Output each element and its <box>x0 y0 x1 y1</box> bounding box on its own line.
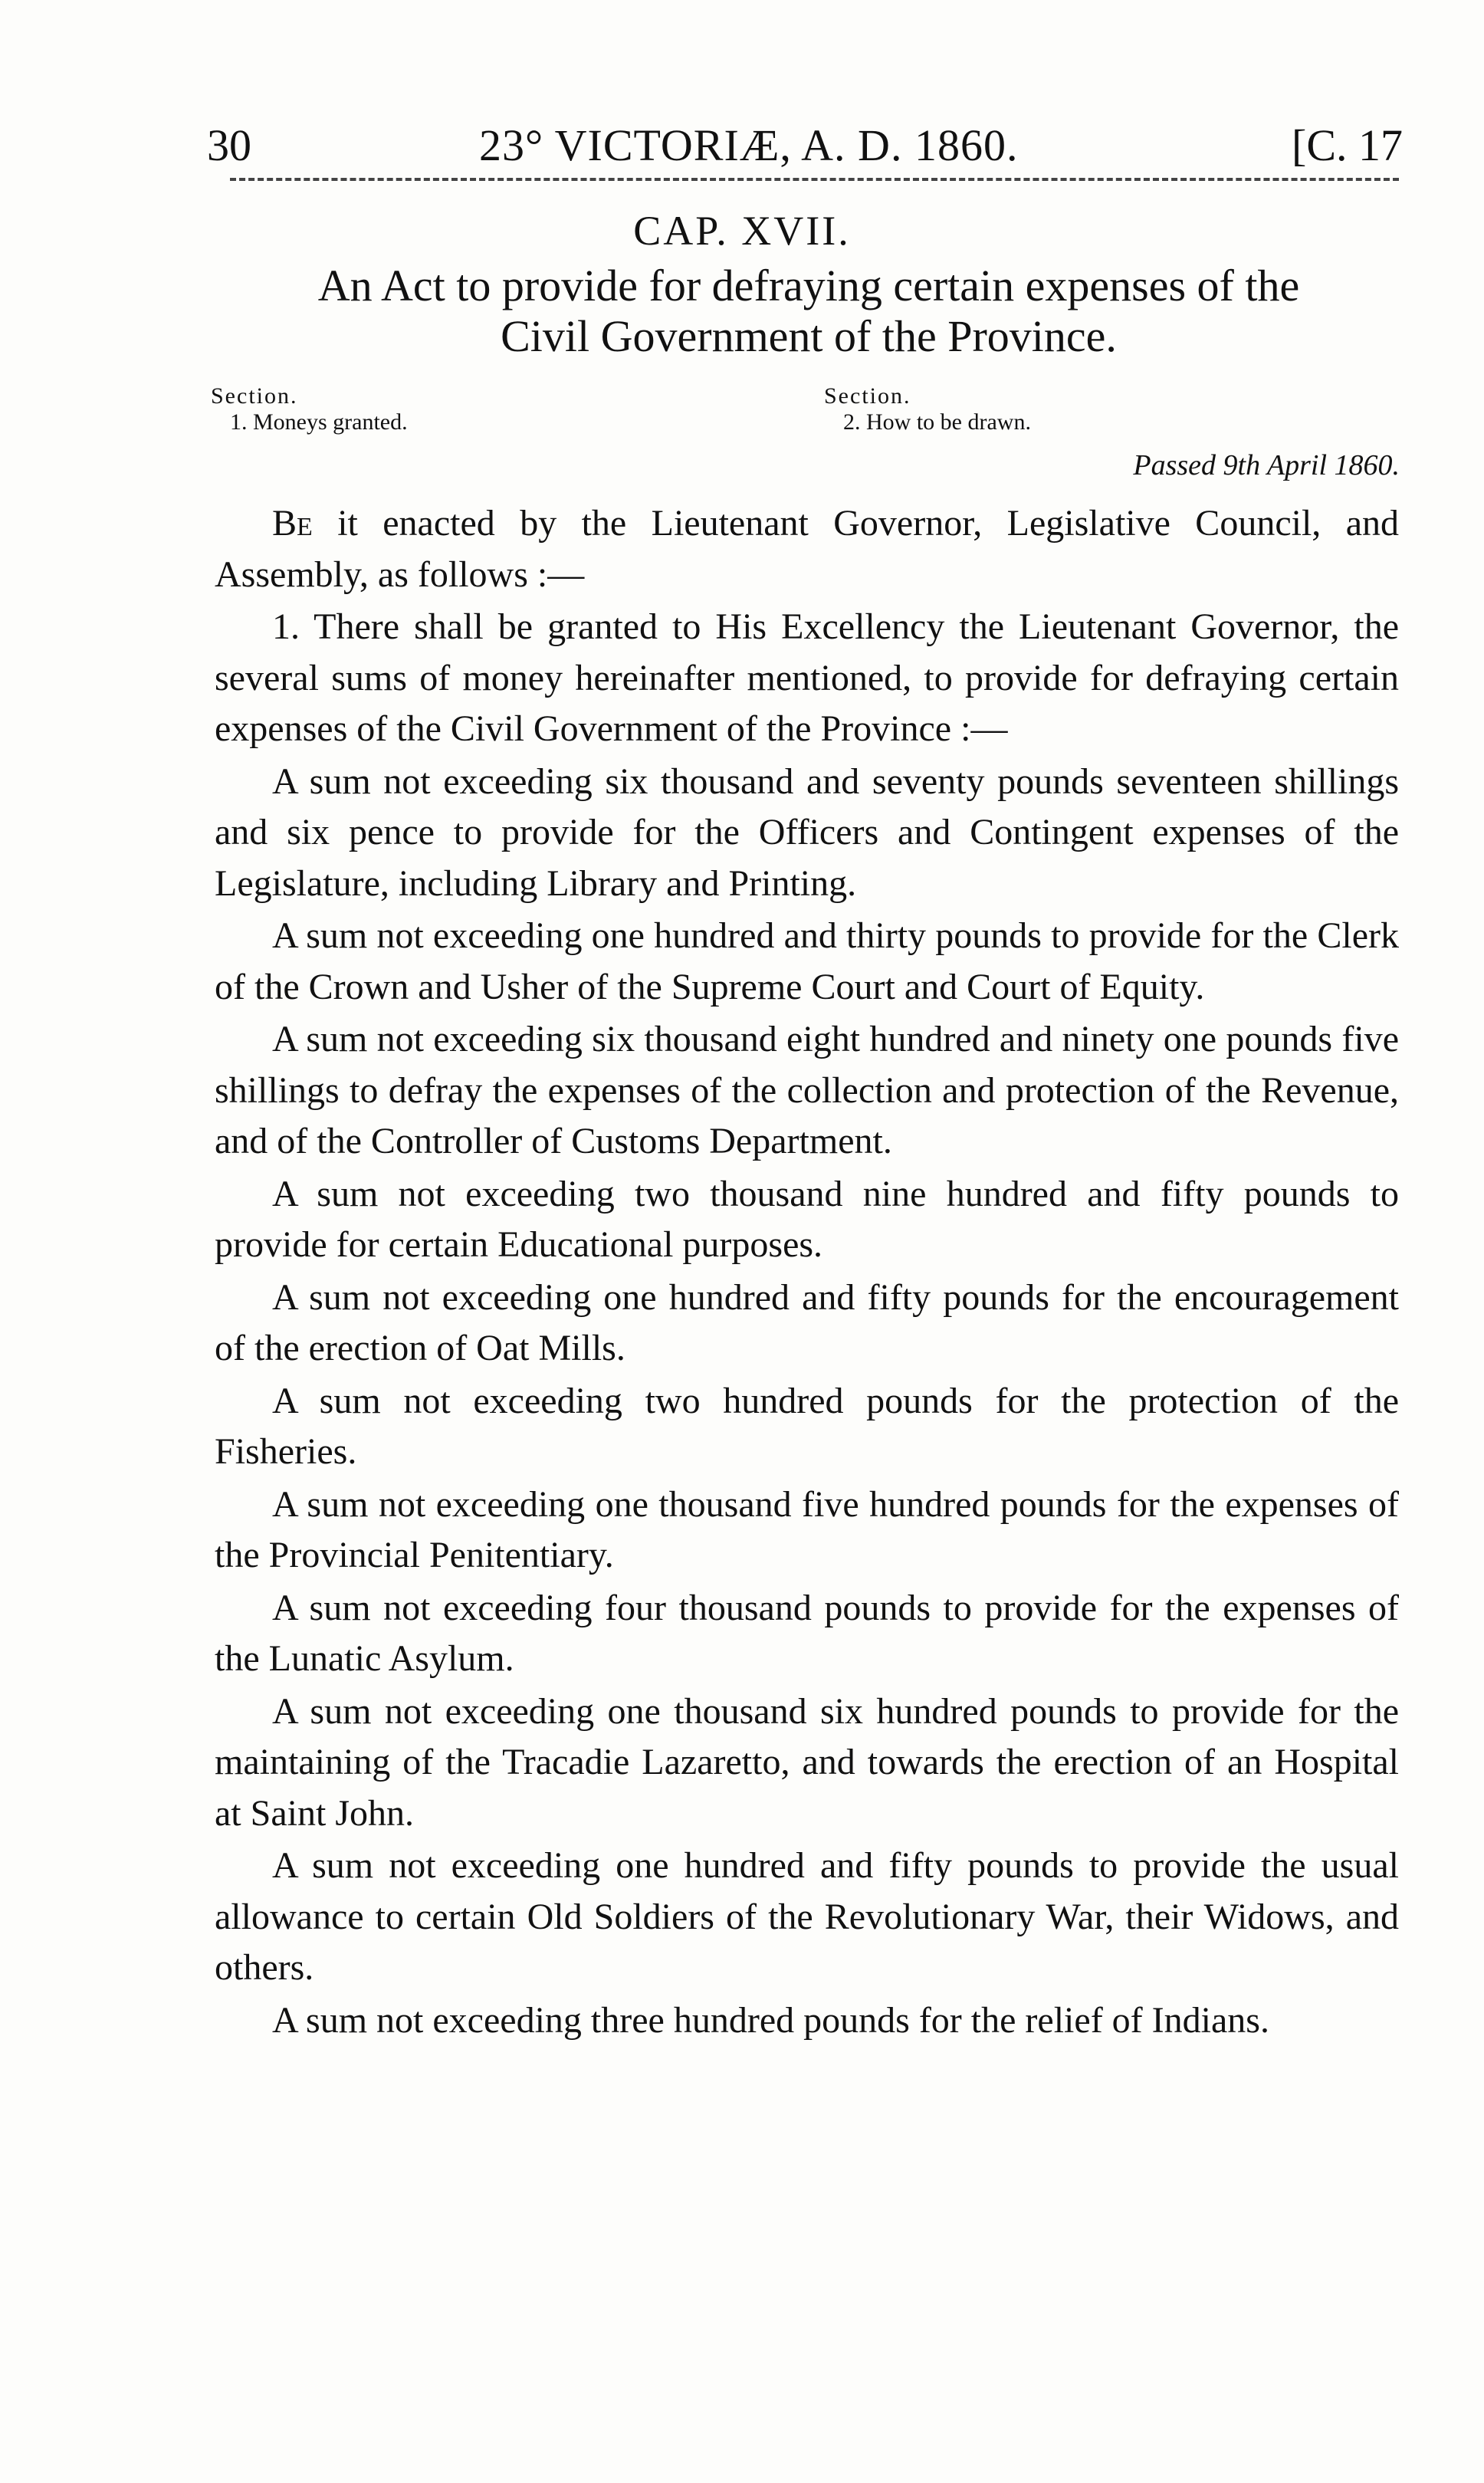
running-title: 23° VICTORIÆ, A. D. 1860. <box>479 120 1019 170</box>
act-title-line-1: An Act to provide for defraying certain expenses of the <box>317 261 1300 310</box>
section-label: Section. <box>824 383 911 409</box>
section-item: 1. Moneys granted. <box>230 409 408 435</box>
paragraph: A sum not exceeding two thousand nine hundred and fifty pounds to provide for certain Educational purposes. <box>215 1173 1399 1265</box>
enacting-text: it enacted by the Lieutenant Governor, Legislative Council, and Assembly, as follows :— <box>215 503 1399 595</box>
section-label: Section. <box>211 383 298 409</box>
running-header <box>207 115 1403 176</box>
act-title <box>215 261 1403 362</box>
paragraph: 1. There shall be granted to His Excellency the Lieutenant Governor, the several sums of money hereinafter mentioned, to provide for defraying certain expenses of the Civil Government of the Province :— <box>215 606 1399 749</box>
chapter-reference: [C. 17 <box>1292 120 1403 170</box>
enacting-first-word: Be <box>272 503 313 544</box>
enacting-clause <box>215 498 1399 600</box>
paragraph: A sum not exceeding one thousand five hundred pounds for the expenses of the Provincial Penitentiary. <box>215 1483 1399 1575</box>
paragraph: A sum not exceeding six thousand eight hundred and ninety one pounds five shillings to defray the expenses of the collection and protection of the Revenue, and of the Controller of Customs Department. <box>215 1019 1399 1161</box>
act-body <box>215 498 1399 2046</box>
paragraph: A sum not exceeding two hundred pounds for the protection of the Fisheries. <box>215 1380 1399 1472</box>
section-column-right <box>824 383 1031 435</box>
section-item: 2. How to be drawn. <box>843 409 1031 435</box>
page-number: 30 <box>207 120 251 170</box>
paragraph: A sum not exceeding one hundred and fifty pounds for the encouragement of the erection of Oat Mills. <box>215 1276 1399 1368</box>
passed-date: Passed 9th April 1860. <box>1133 449 1400 481</box>
paragraph: A sum not exceeding one hundred and thirty pounds to provide for the Clerk of the Crown and Usher of the Supreme Court and Court of Equity. <box>215 915 1399 1007</box>
chapter-title: CAP. XVII. <box>633 208 851 254</box>
paragraph: A sum not exceeding one thousand six hundred pounds to provide for the maintaining of the Tracadie Lazaretto, and towards the erection of an Hospital at Saint John. <box>215 1690 1399 1834</box>
paragraph: A sum not exceeding four thousand pounds to provide for the expenses of the Lunatic Asylum. <box>215 1587 1399 1679</box>
header-divider <box>230 178 1399 181</box>
act-title-line-2: Civil Government of the Province. <box>501 311 1117 361</box>
section-column-left <box>211 383 408 435</box>
paragraph: A sum not exceeding one hundred and fifty pounds to provide the usual allowance to certain Old Soldiers of the Revolutionary War, their Widows, and others. <box>215 1845 1399 1988</box>
paragraph: A sum not exceeding six thousand and seventy pounds seventeen shillings and six pence to provide for the Officers and Contingent expenses of the Legislature, including Library and Printing. <box>215 760 1399 904</box>
paragraph: A sum not exceeding three hundred pounds for the relief of Indians. <box>272 1999 1269 2041</box>
